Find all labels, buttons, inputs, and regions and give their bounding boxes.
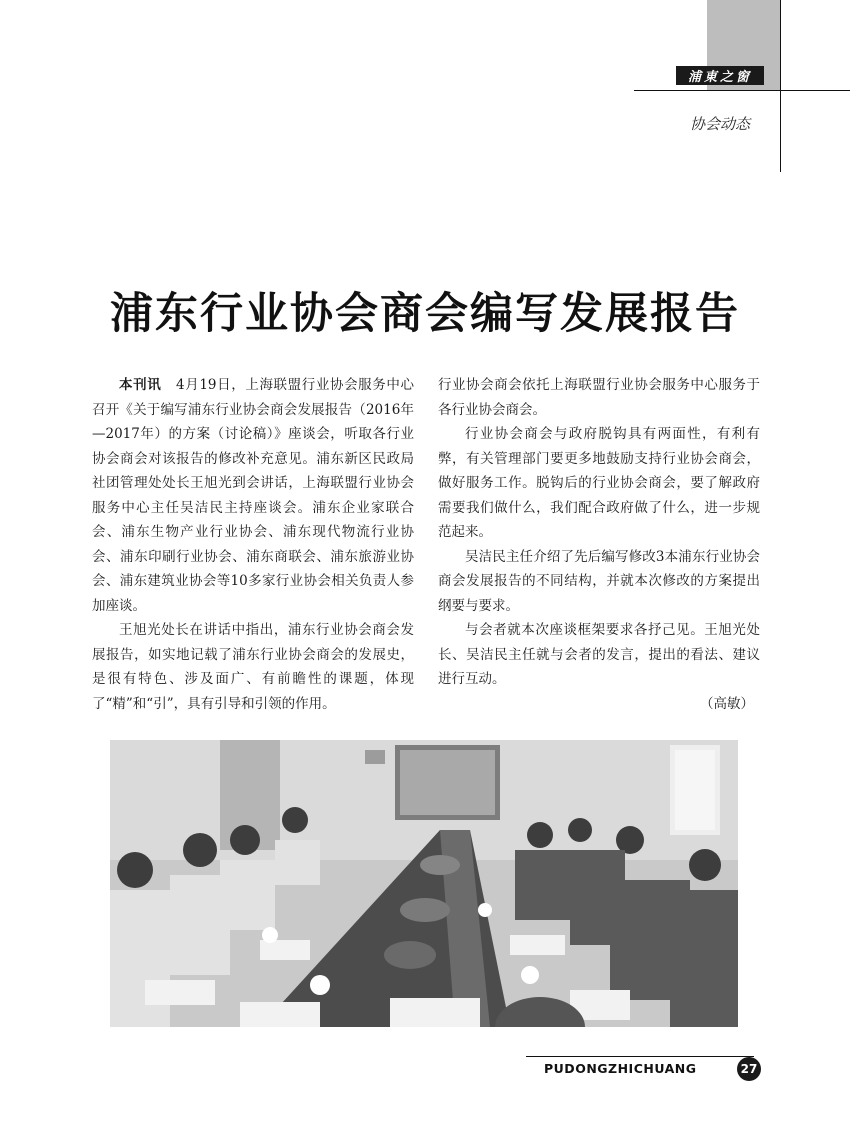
article-paragraph xyxy=(92,373,414,618)
article-paragraph: 行业协会商会与政府脱钩具有两面性，有利有弊，有关管理部门要更多地鼓励支持行业协会商会，做好服务工作。脱钩后的行业协会商会，要了解政府需要我们做什么，我们配合政府做了什么，进一步规范起来。 xyxy=(438,426,760,540)
footer-brand: PUDONGZHICHUANG xyxy=(544,1061,697,1076)
lead-label: 本刊讯 xyxy=(119,377,162,393)
article-title: 浦东行业协会商会编写发展报告 xyxy=(110,289,740,339)
section-label: 协会动态 xyxy=(690,115,751,133)
header-horizontal-rule xyxy=(634,90,850,91)
page-number: 27 xyxy=(737,1057,761,1081)
paragraph-text: 4月19日，上海联盟行业协会服务中心召开《关于编写浦东行业协会商会发展报告（2016年—2017年）的方案（讨论稿）》座谈会，听取各行业协会商会对该报告的修改补充意见。浦东新区民政局社团管理处处长王旭光到会讲话，上海联盟行业协会服务中心主任吴洁民主持座谈会。浦东企业家联合会、浦东生物产业行业协会、浦东现代物流行业协会、浦东印刷行业协会、浦东商联会、浦东旅游业协会、浦东建筑业协会等10多家行业协会相关负责人参加座谈。 xyxy=(92,377,415,614)
article-column-left xyxy=(92,373,414,716)
article-byline: （高敏） xyxy=(700,695,754,712)
footer-rule xyxy=(526,1056,754,1057)
article-paragraph: 行业协会商会依托上海联盟行业协会服务中心服务于各行业协会商会。 xyxy=(438,377,760,418)
article-paragraph: 吴洁民主任介绍了先后编写修改3本浦东行业协会商会发展报告的不同结构，并就本次修改的方案提出纲要与要求。 xyxy=(438,548,760,614)
article-column-right xyxy=(438,373,760,716)
meeting-photo-illustration xyxy=(110,740,738,1027)
magazine-logo: 浦東之窗 xyxy=(676,66,764,85)
article-paragraph: 王旭光处长在讲话中指出，浦东行业协会商会发展报告，如实地记载了浦东行业协会商会的发展史，是很有特色、涉及面广、有前瞻性的课题，体现了“精”和“引”，具有引导和引领的作用。 xyxy=(92,622,414,712)
article-paragraph: 与会者就本次座谈框架要求各抒己见。王旭光处长、吴洁民主任就与会者的发言，提出的看法、建议进行互动。 xyxy=(438,622,760,687)
meeting-photo xyxy=(110,740,738,1027)
header-vertical-rule xyxy=(780,0,781,172)
